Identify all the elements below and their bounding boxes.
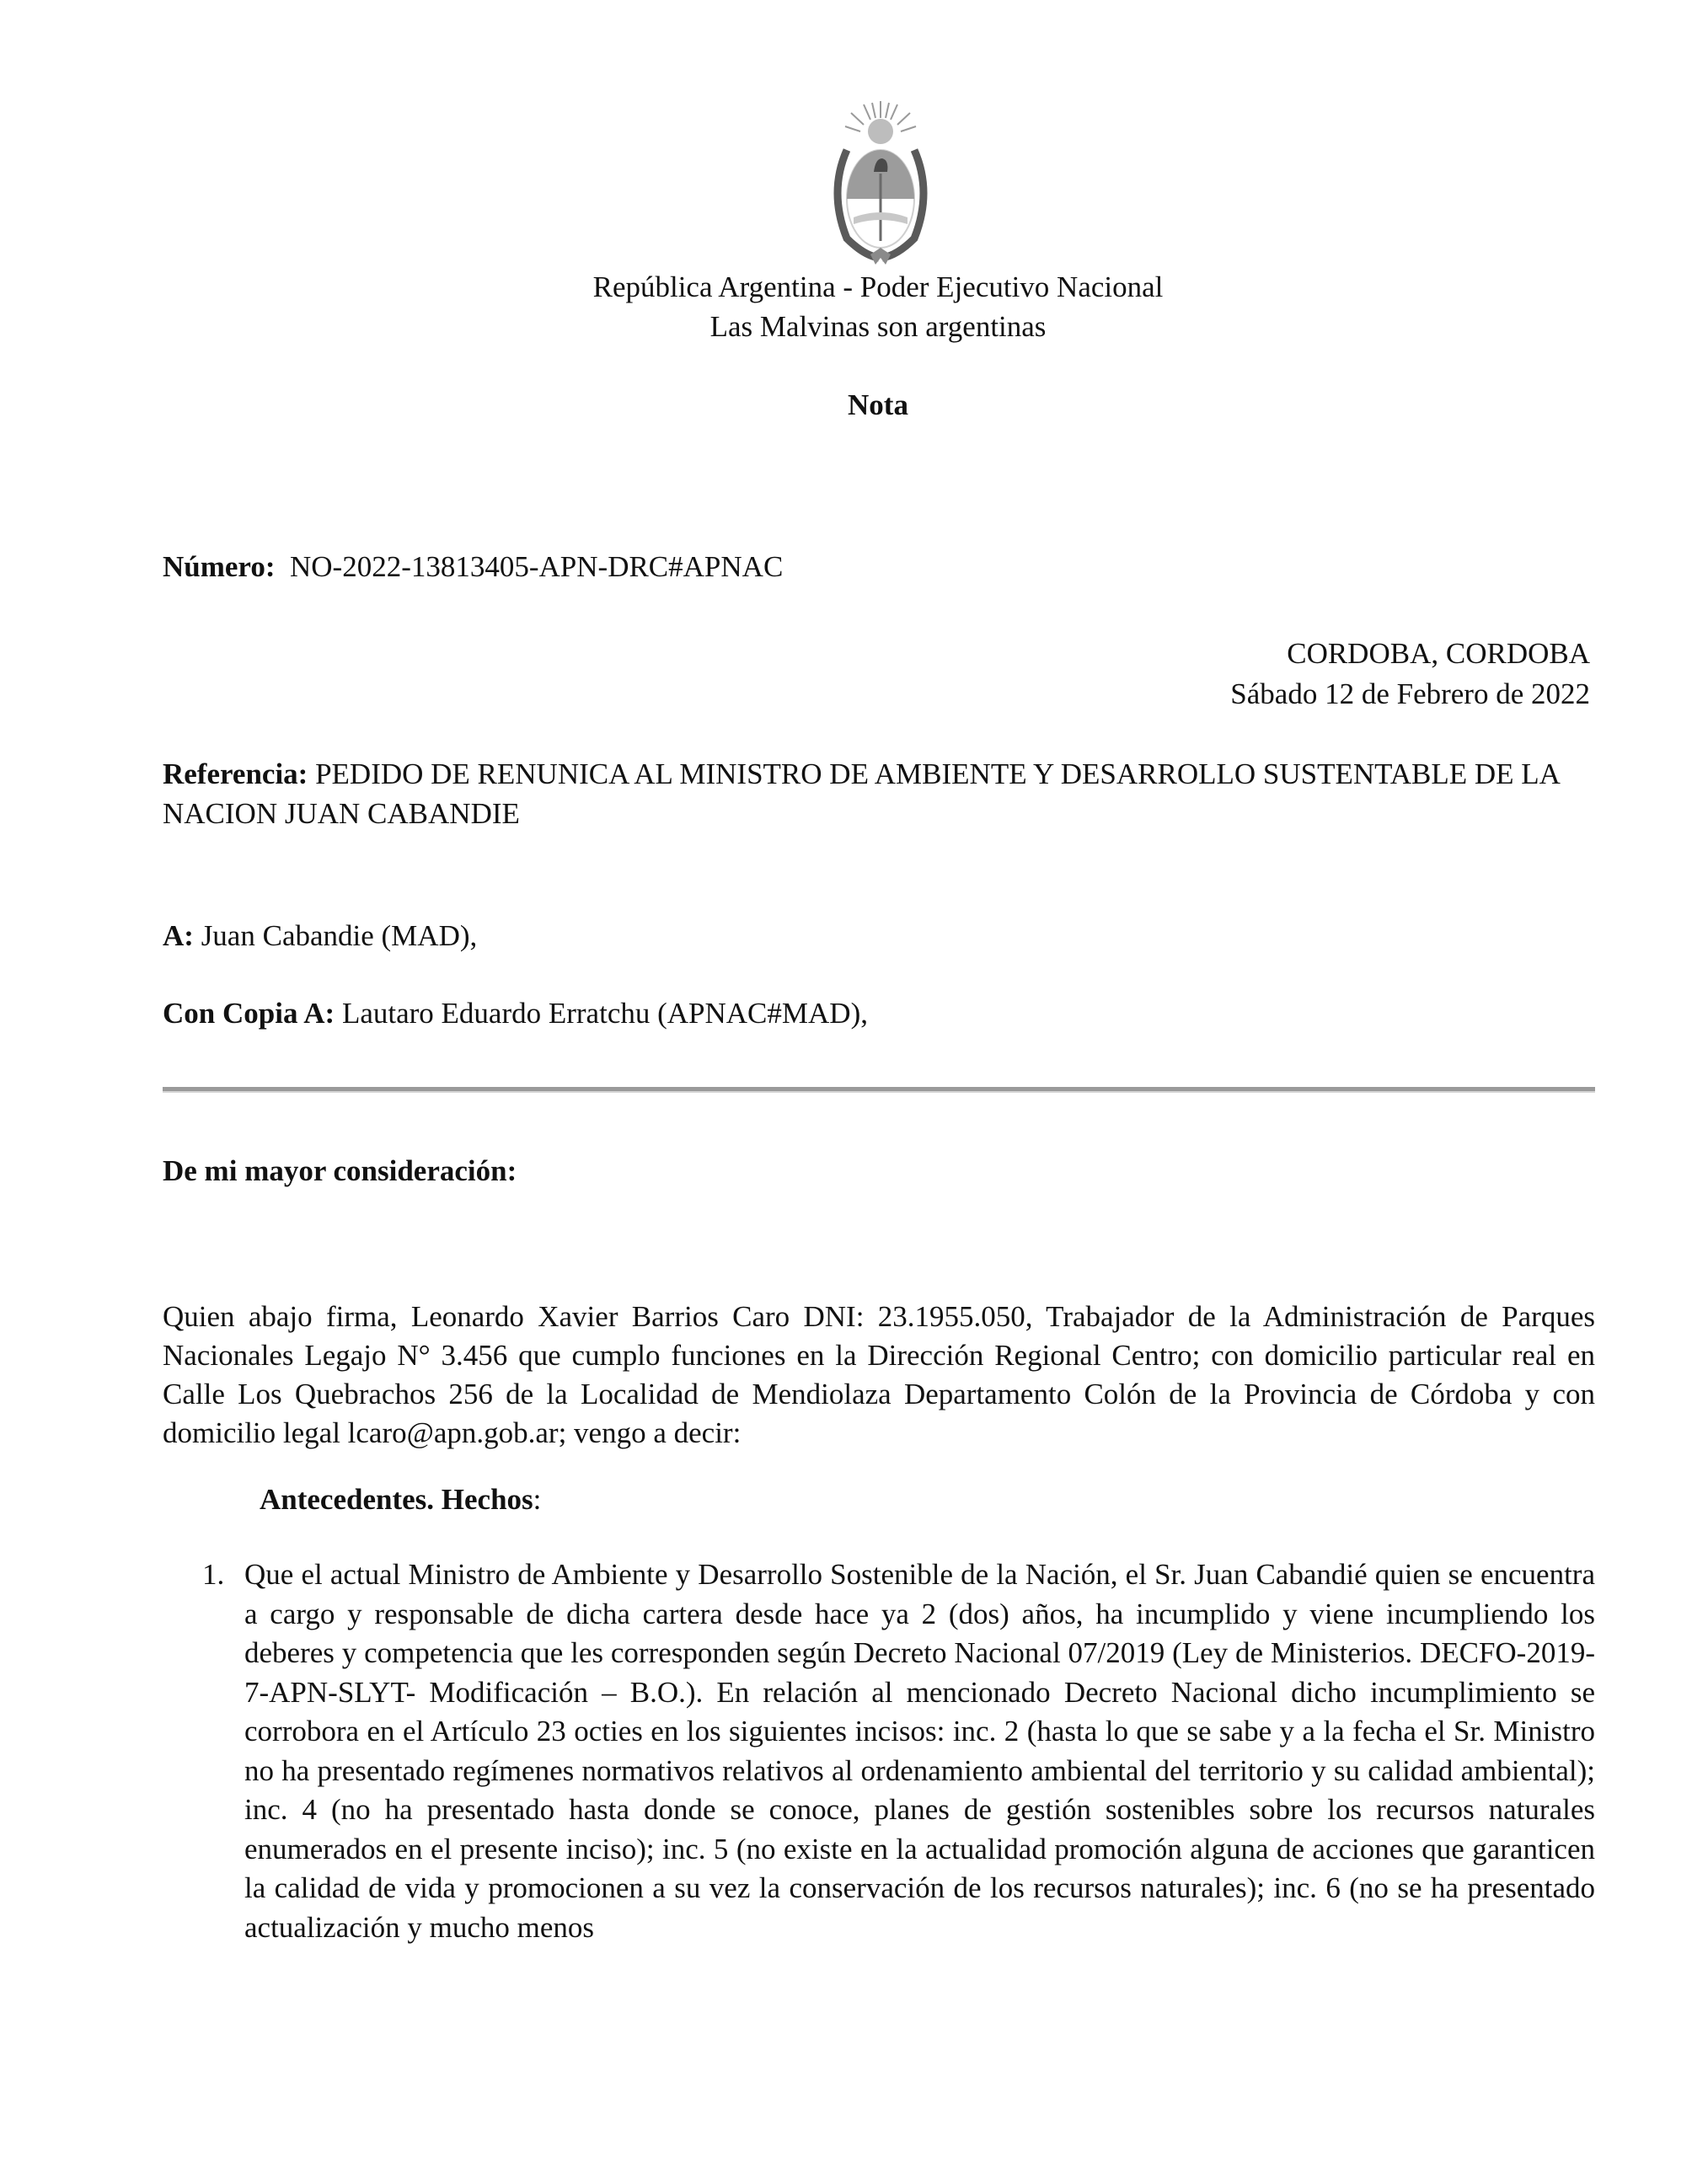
cc-label: Con Copia A: [163, 997, 335, 1030]
referencia-label: Referencia: [163, 757, 308, 790]
section-heading-suffix: : [533, 1483, 542, 1516]
section-heading-text: Antecedentes. Hechos [260, 1483, 533, 1516]
list-item [202, 1555, 1595, 1947]
separator-rule [163, 1087, 1595, 1093]
cc-line [163, 998, 868, 1028]
recipient-value: Juan Cabandie (MAD), [201, 919, 478, 952]
intro-paragraph: Quien abajo firma, Leonardo Xavier Barrios Caro DNI: 23.1955.050, Trabajador de la Administración de Parques Nacionales Legajo N° 3.456 que cumplo funciones en la Dirección Regional Centro; con domicilio particular real en Calle Los Quebrachos 256 de la Localidad de Mendiolaza Departamento Colón de la Provincia de Córdoba y con domicilio legal lcaro@apn.gob.ar; vengo a decir: [163, 1300, 1595, 1449]
referencia-value: PEDIDO DE RENUNICA AL MINISTRO DE AMBIENTE Y DESARROLLO SUSTENTABLE DE LA NACION JUAN CABANDIE [163, 757, 1559, 830]
recipient-line [163, 921, 477, 950]
referencia [163, 754, 1595, 833]
numero-line [163, 552, 783, 581]
header-line-2: Las Malvinas son argentinas [709, 310, 1047, 343]
recipient-label: A: [163, 919, 194, 952]
salutation: De mi mayor consideración: [163, 1154, 517, 1187]
document-type: Nota [848, 388, 908, 421]
cc-value: Lautaro Eduardo Erratchu (APNAC#MAD), [341, 997, 868, 1030]
list-item-text: Que el actual Ministro de Ambiente y Desarrollo Sostenible de la Nación, el Sr. Juan Cabandié quien se encuentra a cargo y responsable de dicha cartera desde hace ya 2 (dos) años, ha incumplido y viene incumpliendo los deberes y competencia que les corresponden según Decreto Nacional 07/2019 (Ley de Ministerios. DECFO-2019-7-APN-SLYT- Modificación – B.O.). En relación al mencionado Decreto Nacional dicho incumplimiento se corrobora en el Artículo 23 octies en los siguientes incisos: inc. 2 (hasta lo que se sabe y a la fecha el Sr. Ministro no ha presentado regímenes normativos relativos al ordenamiento ambiental del territorio y su calidad ambiental); inc. 4 (no ha presentado hasta donde se conoce, planes de gestión sostenibles sobre los recursos naturales enumerados en el presente inciso); inc. 5 (no existe en la actualidad promoción alguna de acciones que garanticen la calidad de vida y promocionen a su vez la conservación de los recursos naturales); inc. 6 (no se ha presentado actualización y mucho menos [244, 1558, 1595, 1944]
numero-label: Número: [163, 550, 276, 583]
date: Sábado 12 de Febrero de 2022 [1230, 677, 1590, 710]
facts-list [202, 1555, 1595, 1947]
numero-value: NO-2022-13813405-APN-DRC#APNAC [290, 550, 784, 583]
section-heading [260, 1485, 541, 1514]
coat-of-arms-icon [822, 99, 940, 268]
list-item-number: 1. [202, 1558, 225, 1591]
header-line-1: República Argentina - Poder Ejecutivo Nacional [592, 270, 1164, 303]
location: CORDOBA, CORDOBA [1287, 637, 1590, 670]
